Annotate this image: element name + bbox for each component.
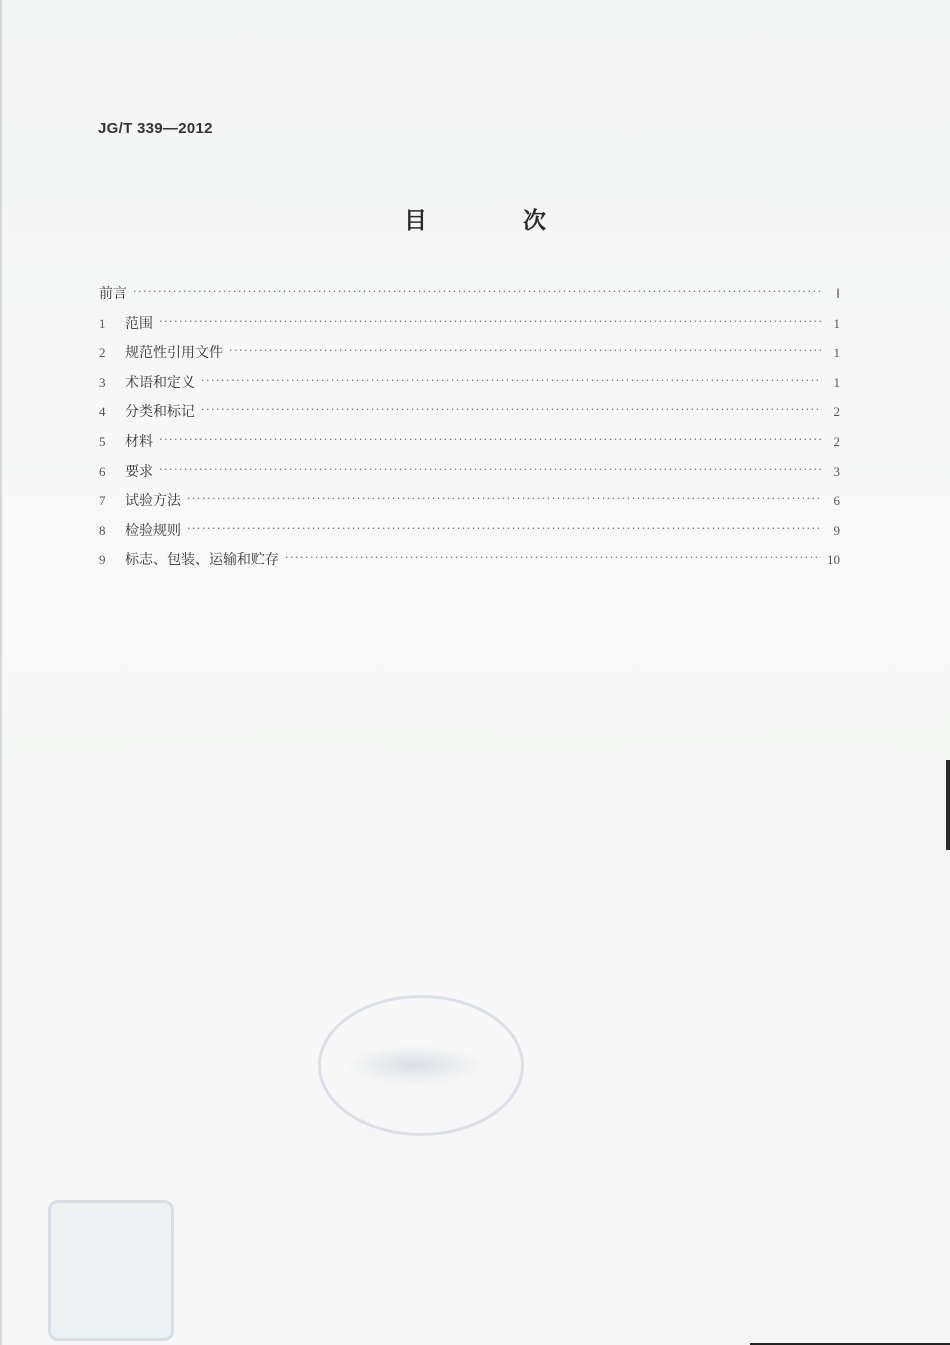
standard-code: JG/T 339—2012 [98, 120, 213, 137]
toc-entry-number: 9 [99, 552, 106, 568]
toc-leader-dots [201, 403, 822, 416]
toc-leader-dots [187, 492, 822, 505]
toc-leader-dots [201, 374, 822, 387]
faded-stamp-text-smudge [345, 1045, 485, 1085]
toc-entry-3[interactable] [99, 372, 840, 402]
toc-leader-dots [159, 463, 822, 476]
toc-entry-label: 规范性引用文件 [125, 345, 223, 362]
toc-entry-label: 范围 [125, 315, 153, 332]
toc-entry-page: 2 [833, 433, 840, 449]
toc-entry-label: 标志、包装、运输和贮存 [125, 552, 279, 569]
toc-entry-7[interactable] [99, 490, 840, 520]
toc-entry-number: 5 [99, 433, 106, 449]
toc-entry-page: 1 [833, 374, 840, 390]
toc-entry-8[interactable] [99, 520, 840, 550]
toc-entry-page: 1 [833, 345, 840, 361]
toc-leader-dots [159, 315, 822, 328]
toc-leader-dots [133, 285, 822, 298]
toc-entry-number: 8 [99, 522, 106, 538]
toc-entry-2[interactable] [99, 342, 840, 372]
toc-leader-dots [285, 551, 821, 564]
toc-entry-1[interactable] [99, 313, 840, 343]
toc-entry-label: 分类和标记 [125, 404, 195, 421]
toc-entry-label: 术语和定义 [125, 374, 195, 391]
table-of-contents [99, 283, 840, 579]
toc-entry-page: 6 [833, 493, 840, 509]
toc-entry-label: 要求 [125, 463, 153, 480]
toc-leader-dots [187, 522, 822, 535]
toc-entry-page: 3 [833, 463, 840, 479]
toc-entry-page: 2 [833, 404, 840, 420]
toc-entry-number: 2 [99, 345, 106, 361]
toc-entry-number: 1 [99, 315, 106, 331]
toc-entry-6[interactable] [99, 461, 840, 491]
toc-leader-dots [159, 433, 822, 446]
toc-entry-4[interactable] [99, 401, 840, 431]
toc-title: 目 次 [403, 208, 590, 234]
toc-entry-label: 检验规则 [125, 522, 181, 539]
scan-edge-mark [946, 760, 950, 850]
toc-leader-dots [229, 344, 822, 357]
toc-entry-number: 4 [99, 404, 106, 420]
toc-entry-page: Ⅰ [836, 286, 840, 301]
toc-entry-5[interactable] [99, 431, 840, 461]
toc-entry-page: 9 [833, 522, 840, 538]
faded-square-stamp [48, 1200, 174, 1341]
toc-entry-page: 1 [833, 315, 840, 331]
toc-entry-foreword[interactable] [99, 283, 840, 313]
toc-entry-label: 材料 [125, 433, 153, 450]
toc-entry-number: 7 [99, 493, 106, 509]
toc-entry-label: 前言 [99, 286, 127, 302]
toc-entry-label: 试验方法 [125, 493, 181, 510]
toc-entry-number: 3 [99, 374, 106, 390]
toc-entry-9[interactable] [99, 549, 840, 579]
toc-entry-page: 10 [827, 552, 840, 568]
toc-entry-number: 6 [99, 463, 106, 479]
